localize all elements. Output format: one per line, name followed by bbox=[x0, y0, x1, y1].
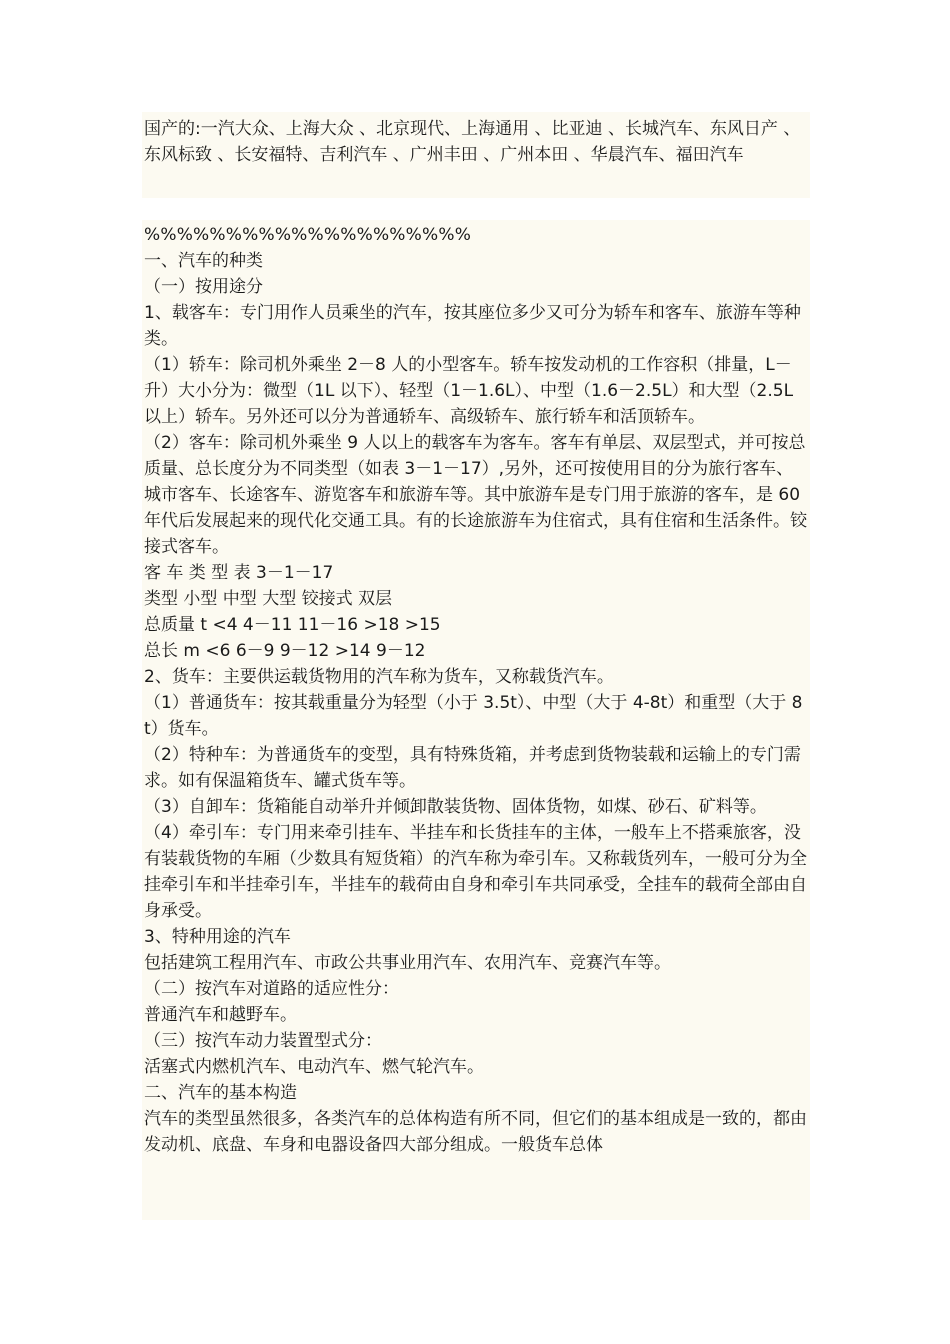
heading-2: 二、汽车的基本构造 bbox=[144, 1083, 297, 1103]
truck-paragraph: 2、货车：主要供运载货物用的汽车称为货车，又称载货汽车。 bbox=[144, 667, 614, 687]
special-purpose-heading: 3、特种用途的汽车 bbox=[144, 927, 291, 947]
table-row-type: 类型 小型 中型 大型 铰接式 双层 bbox=[144, 589, 393, 609]
table-title: 客 车 类 型 表 3－1－17 bbox=[144, 563, 334, 583]
road-paragraph: 普通汽车和越野车。 bbox=[144, 1005, 297, 1025]
power-paragraph: 活塞式内燃机汽车、电动汽车、燃气轮汽车。 bbox=[144, 1057, 484, 1077]
bus-paragraph: （2）客车：除司机外乘坐 9 人以上的载客车为客车。客车有单层、双层型式，并可按总质量、总长度分为不同类型（如表 3－1－17）,另外，还可按使用目的分为旅行客车、城市客车、长途客车、游览客车和旅游车等。其中旅游车是专门用于旅游的客车，是 60 年代后发展起来的现代化交通工具。有的长途旅游车为住宿式，具有住宿和生活条件。铰接式客车。 bbox=[144, 433, 807, 557]
sedan-paragraph: （1）轿车：除司机外乘坐 2－8 人的小型客车。轿车按发动机的工作容积（排量，L－升）大小分为：微型（1L 以下）、轻型（1－1.6L）、中型（1.6－2.5L）和大型（2.5L 以上）轿车。另外还可以分为普通轿车、高级轿车、旅行轿车和活顶轿车。 bbox=[144, 355, 794, 427]
intro-block bbox=[142, 112, 810, 198]
tractor-paragraph: （4）牵引车：专门用来牵引挂车、半挂车和长货挂车的主体，一般车上不搭乘旅客，没有装载货物的车厢（少数具有短货箱）的汽车称为牵引车。又称载货列车，一般可分为全挂牵引车和半挂牵引车，半挂车的载荷由自身和牵引车共同承受，全挂车的载荷全部由自身承受。 bbox=[144, 823, 807, 921]
heading-1: 一、汽车的种类 bbox=[144, 251, 263, 271]
special-purpose-paragraph: 包括建筑工程用汽车、市政公共事业用汽车、农用汽车、竞赛汽车等。 bbox=[144, 953, 671, 973]
separator-line: %%%%%%%%%%%%%%%%%%%% bbox=[144, 225, 472, 245]
table-row-mass: 总质量 t <4 4－11 11－16 >18 >15 bbox=[144, 615, 441, 635]
intro-paragraph: 国产的:一汽大众、上海大众 、北京现代、上海通用 、比亚迪 、长城汽车、东风日产 、东风标致 、长安福特、吉利汽车 、广州丰田 、广州本田 、华晨汽车、福田汽车 bbox=[144, 119, 801, 165]
dump-truck-paragraph: （3）自卸车：货箱能自动举升并倾卸散装货物、固体货物，如煤、砂石、矿料等。 bbox=[144, 797, 767, 817]
passenger-car-paragraph: 1、载客车：专门用作人员乘坐的汽车，按其座位多少又可分为轿车和客车、旅游车等种类。 bbox=[144, 303, 801, 349]
table-row-length: 总长 m <6 6－9 9－12 >14 9－12 bbox=[144, 641, 426, 661]
subheading-road: （二）按汽车对道路的适应性分： bbox=[144, 979, 399, 999]
structure-paragraph: 汽车的类型虽然很多，各类汽车的总体构造有所不同，但它们的基本组成是一致的，都由发动机、底盘、车身和电器设备四大部分组成。一般货车总体 bbox=[144, 1109, 807, 1155]
ordinary-truck-paragraph: （1）普通货车：按其载重量分为轻型（小于 3.5t）、中型（大于 4-8t）和重型（大于 8t）货车。 bbox=[144, 693, 803, 739]
main-content-block bbox=[142, 220, 810, 1220]
subheading-power: （三）按汽车动力装置型式分： bbox=[144, 1031, 382, 1051]
subheading-by-use: （一）按用途分 bbox=[144, 277, 263, 297]
special-truck-paragraph: （2）特种车：为普通货车的变型，具有特殊货箱，并考虑到货物装载和运输上的专门需求。如有保温箱货车、罐式货车等。 bbox=[144, 745, 801, 791]
